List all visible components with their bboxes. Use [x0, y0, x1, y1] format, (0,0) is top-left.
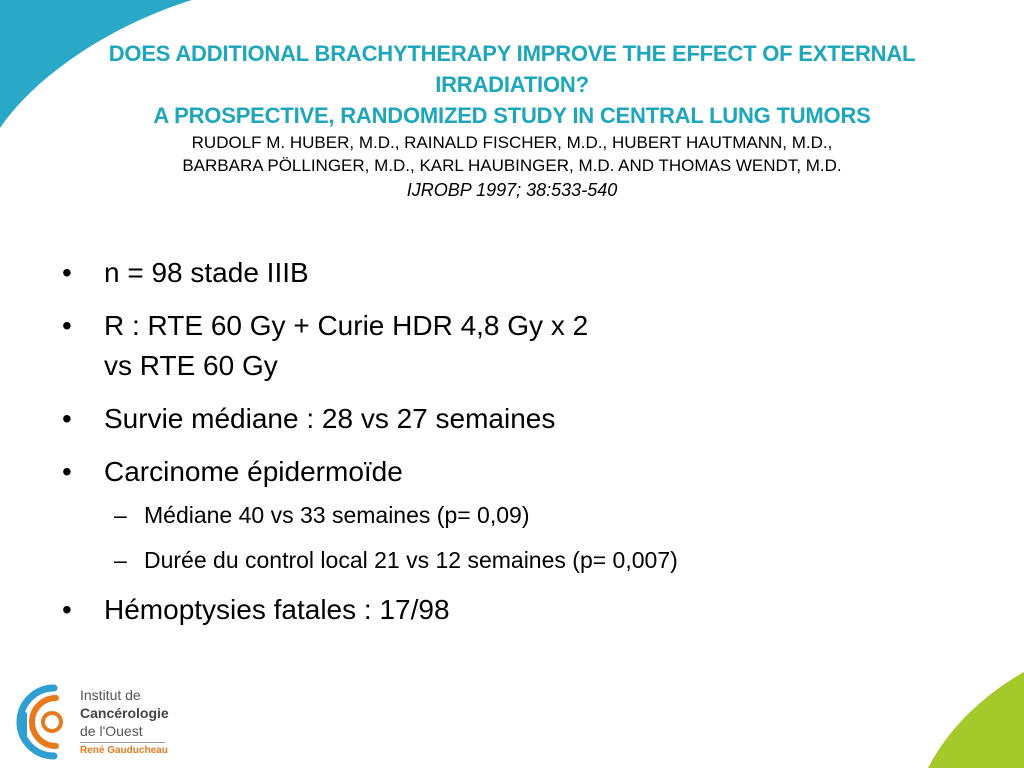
- bullet-item: [58, 399, 978, 439]
- citation: IJROBP 1997; 38:533-540: [406, 180, 618, 200]
- logo-line-2: Cancérologie: [80, 705, 169, 721]
- logo-subline: René Gauducheau: [80, 745, 168, 756]
- title-line-3: A PROSPECTIVE, RANDOMIZED STUDY IN CENTRAL LUNG TUMORS: [153, 103, 871, 128]
- logo-wordmark: [80, 686, 169, 740]
- logo-line-1: Institut de: [80, 687, 141, 703]
- title-line-2: IRRADIATION?: [435, 72, 589, 97]
- sub-bullet-item: [114, 500, 978, 530]
- bullet-mark: •: [62, 403, 72, 434]
- bullet-mark: •: [62, 257, 72, 288]
- authors-line-2: BARBARA PÖLLINGER, M.D., KARL HAUBINGER, M.D. AND THOMAS WENDT, M.D.: [182, 156, 842, 175]
- sub-bullet-text: Médiane 40 vs 33 semaines (p= 0,09): [144, 502, 530, 528]
- bullet-mark: •: [62, 456, 72, 487]
- bullet-item: [58, 452, 978, 492]
- bullet-mark: •: [62, 594, 72, 625]
- bullet-text: Hémoptysies fatales : 17/98: [104, 594, 450, 625]
- bullet-text: [104, 306, 588, 386]
- sub-bullet-mark: –: [114, 502, 127, 528]
- authors-line-1: RUDOLF M. HUBER, M.D., RAINALD FISCHER, M.D., HUBERT HAUTMANN, M.D.,: [191, 133, 833, 152]
- bullet-text-line-2: vs RTE 60 Gy: [104, 350, 278, 381]
- slide-header: [60, 38, 964, 203]
- logo-line-3: de l'Ouest: [80, 723, 143, 739]
- bullet-text: Survie médiane : 28 vs 27 semaines: [104, 403, 556, 434]
- sub-bullet-text: Durée du control local 21 vs 12 semaines (p= 0,007): [144, 547, 678, 573]
- bullet-item: [58, 306, 978, 386]
- bullet-item: [58, 253, 978, 293]
- title-line-1: DOES ADDITIONAL BRACHYTHERAPY IMPROVE THE EFFECT OF EXTERNAL: [108, 41, 916, 66]
- sub-bullet-item: [114, 545, 978, 575]
- bullet-text: n = 98 stade IIIB: [104, 257, 309, 288]
- bullet-text-line-1: R : RTE 60 Gy + Curie HDR 4,8 Gy x 2: [104, 310, 589, 341]
- bullet-text: Carcinome épidermoïde: [104, 456, 403, 487]
- bullet-item: [58, 590, 978, 630]
- logo-divider: [80, 742, 165, 743]
- sub-bullet-mark: –: [114, 547, 127, 573]
- bullet-mark: •: [62, 310, 72, 341]
- bullet-list: [58, 253, 978, 643]
- bottom-right-green-swoosh: [928, 672, 1024, 768]
